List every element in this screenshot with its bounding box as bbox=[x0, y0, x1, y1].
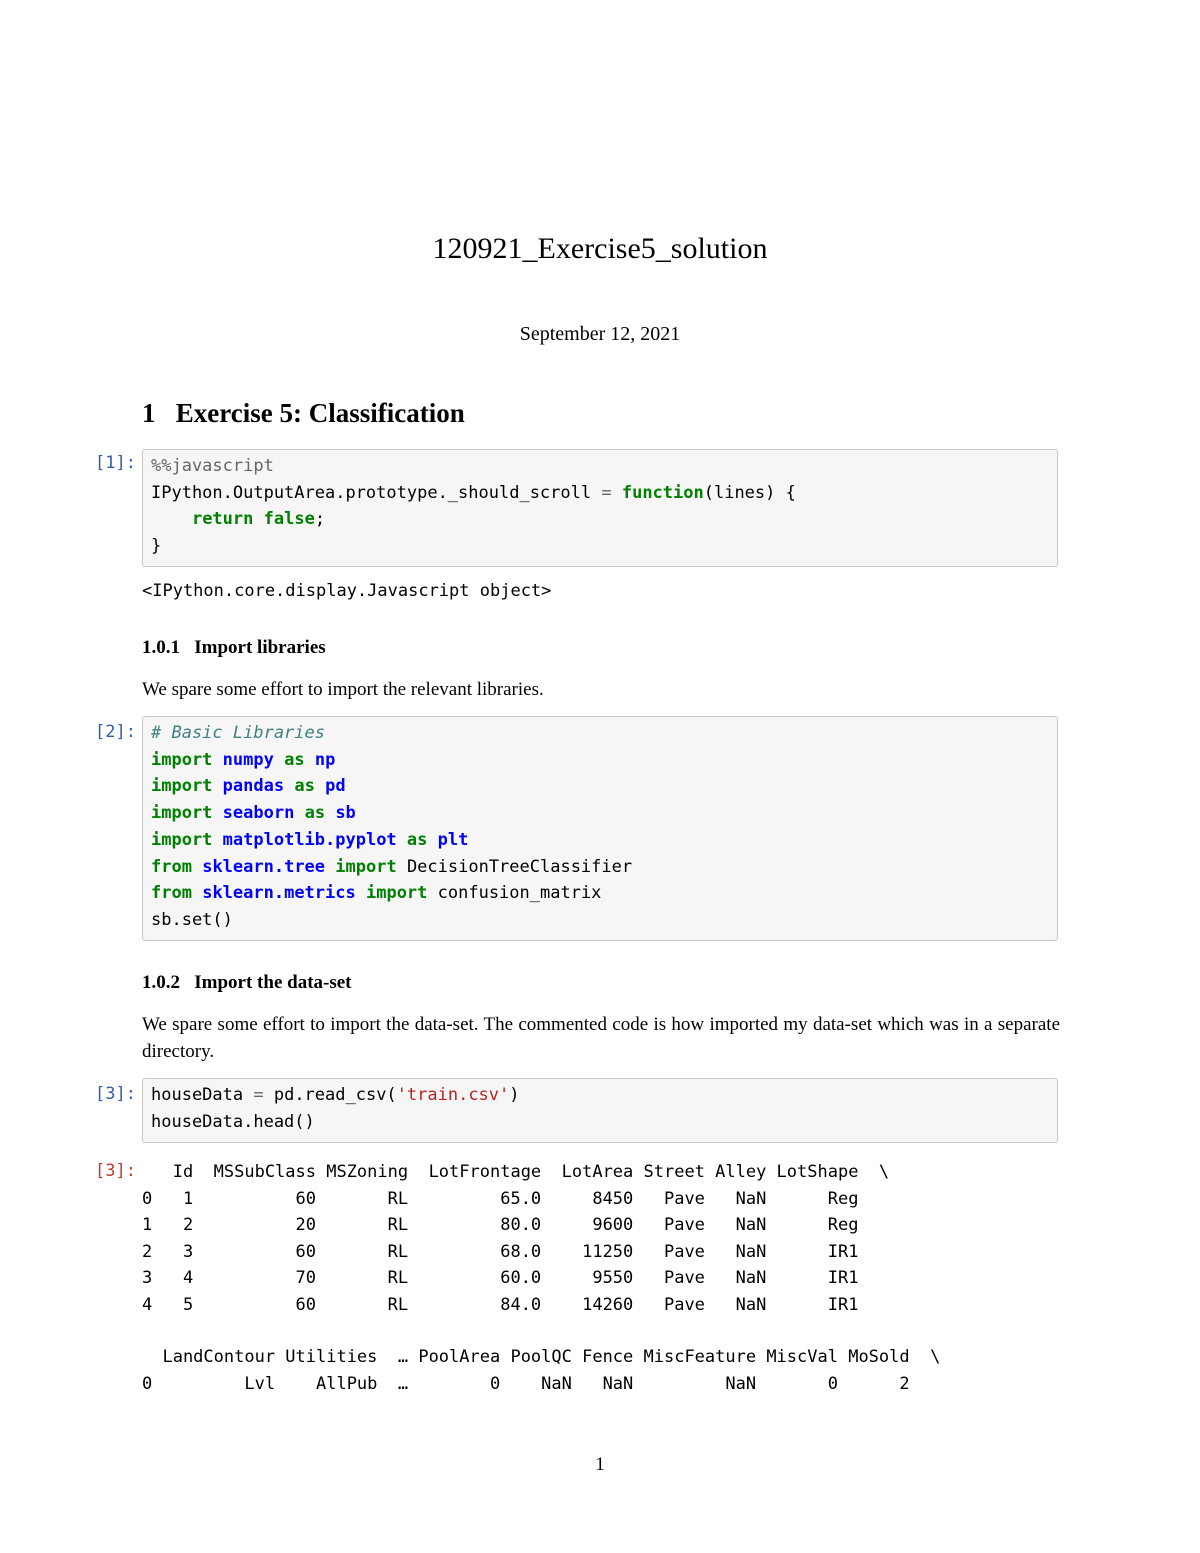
code-cell-2-source bbox=[151, 720, 1049, 934]
code-cell-1[interactable] bbox=[142, 449, 1058, 567]
subsection-number: 1.0.2 bbox=[142, 972, 180, 993]
cell-3-output-prompt: [3]: bbox=[95, 1161, 136, 1181]
section-heading bbox=[142, 398, 465, 429]
subsection-title: Import the data-set bbox=[194, 972, 352, 993]
cell-2-prompt: [2]: bbox=[95, 722, 136, 742]
document-title: 120921_Exercise5_solution bbox=[432, 232, 768, 265]
code-line: import numpy as np bbox=[151, 749, 336, 770]
code-cell-3[interactable] bbox=[142, 1078, 1058, 1143]
code-cell-3-source bbox=[151, 1082, 1049, 1135]
table-row: 1 2 20 RL 80.0 9600 Pave NaN Reg bbox=[142, 1215, 859, 1236]
code-line: houseData.head() bbox=[151, 1111, 315, 1132]
table-row: 0 1 60 RL 65.0 8450 Pave NaN Reg bbox=[142, 1188, 859, 1209]
section-title: Exercise 5: Classification bbox=[175, 398, 465, 428]
subsection-heading-import-dataset bbox=[142, 972, 352, 994]
code-line: from sklearn.metrics import confusion_matrix bbox=[151, 883, 602, 904]
table-row: LandContour Utilities … PoolArea PoolQC Fence MiscFeature MiscVal MoSold \ bbox=[142, 1347, 941, 1367]
dataframe-output-part-1 bbox=[142, 1159, 889, 1319]
subsection-heading-import-libraries bbox=[142, 637, 326, 659]
code-line: import pandas as pd bbox=[151, 776, 346, 797]
code-cell-2[interactable] bbox=[142, 716, 1058, 941]
code-line: IPython.OutputArea.prototype._should_scroll = function(lines) { bbox=[151, 482, 796, 503]
section-number: 1 bbox=[142, 398, 156, 428]
code-cell-1-source bbox=[151, 453, 1049, 560]
paragraph-import-libraries: We spare some effort to import the relevant libraries. bbox=[142, 679, 544, 700]
code-line: sb.set() bbox=[151, 909, 233, 930]
subsection-number: 1.0.1 bbox=[142, 637, 180, 658]
code-line: import seaborn as sb bbox=[151, 803, 356, 824]
code-line: } bbox=[151, 536, 162, 557]
code-line: %%javascript bbox=[151, 456, 274, 476]
table-row: 0 Lvl AllPub … 0 NaN NaN NaN 0 2 bbox=[142, 1373, 910, 1394]
cell-1-output: <IPython.core.display.Javascript object> bbox=[142, 581, 552, 601]
table-row: 2 3 60 RL 68.0 11250 Pave NaN IR1 bbox=[142, 1241, 859, 1262]
page-number: 1 bbox=[595, 1454, 605, 1475]
code-line: import matplotlib.pyplot as plt bbox=[151, 829, 469, 850]
dataframe-output-part-2 bbox=[142, 1344, 940, 1397]
cell-3-prompt: [3]: bbox=[95, 1084, 136, 1104]
document-date: September 12, 2021 bbox=[519, 323, 681, 345]
cell-1-prompt: [1]: bbox=[95, 453, 136, 473]
table-row: Id MSSubClass MSZoning LotFrontage LotArea Street Alley LotShape \ bbox=[142, 1162, 890, 1182]
subsection-title: Import libraries bbox=[194, 637, 326, 658]
code-line: houseData = pd.read_csv('train.csv') bbox=[151, 1085, 520, 1105]
table-row: 3 4 70 RL 60.0 9550 Pave NaN IR1 bbox=[142, 1268, 859, 1289]
code-line: from sklearn.tree import DecisionTreeClassifier bbox=[151, 856, 633, 877]
code-line: return false; bbox=[191, 509, 326, 530]
table-row: 4 5 60 RL 84.0 14260 Pave NaN IR1 bbox=[142, 1294, 859, 1315]
code-line: # Basic Libraries bbox=[151, 723, 325, 743]
paragraph-import-dataset: We spare some effort to import the data-set. The commented code is how imported my data-set which was in a separate directory. bbox=[142, 1014, 1060, 1062]
